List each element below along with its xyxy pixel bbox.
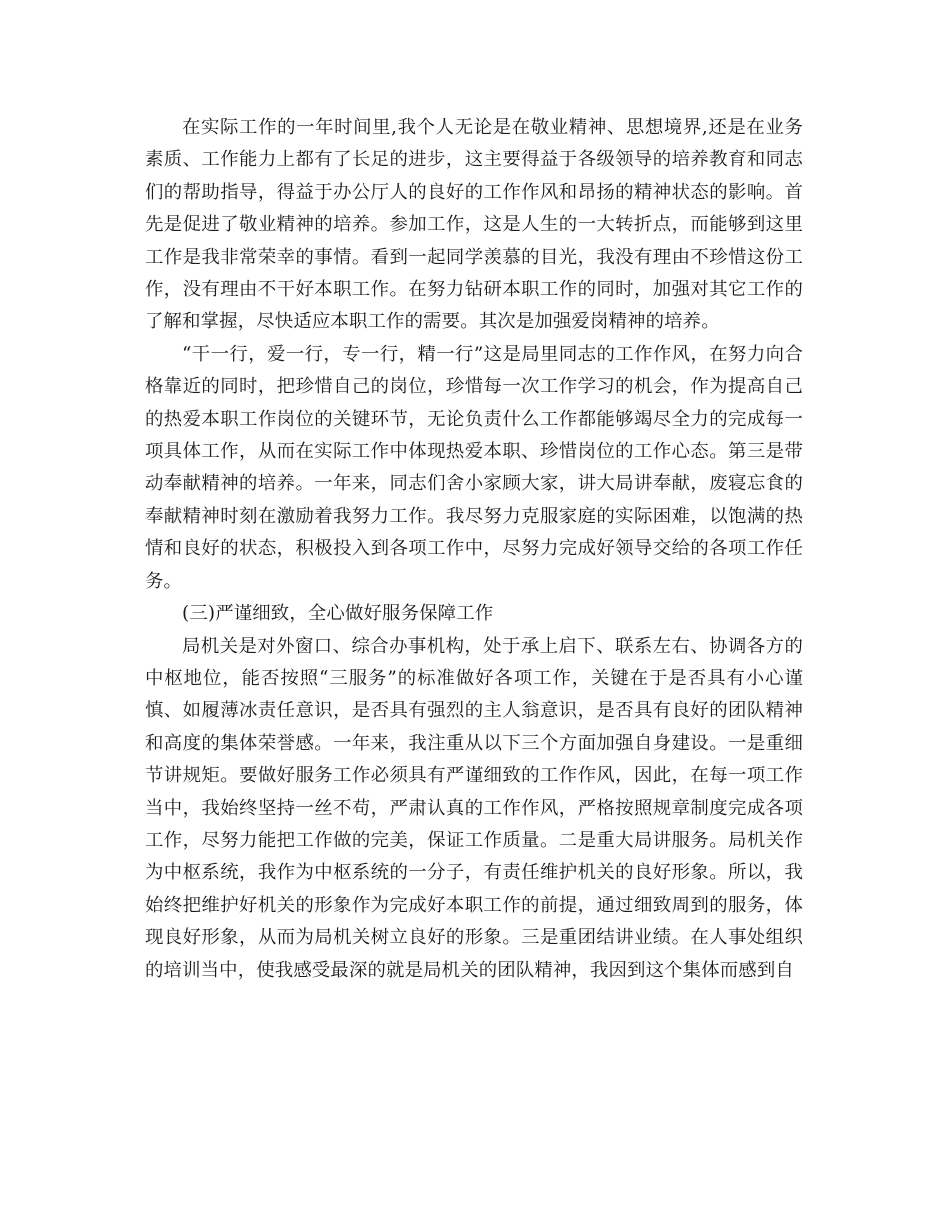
- paragraph-service-work: 局机关是对外窗口、综合办事机构，处于承上启下、联系左右、协调各方的中枢地位，能否按照“三服务”的标准做好各项工作，关键在于是否具有小心谨慎、如履薄冰责任意识，是否具有强烈的主人翁意识，是否具有良好的团队精神和高度的集体荣誉感。一年来，我注重从以下三个方面加强自身建设。一是重细节讲规矩。要做好服务工作必须具有严谨细致的工作作风，因此，在每一项工作当中，我始终坚持一丝不苟，严肃认真的工作作风，严格按照规章制度完成各项工作，尽努力能把工作做的完美，保证工作质量。二是重大局讲服务。局机关作为中枢系统，我作为中枢系统的一分子，有责任维护机关的良好形象。所以，我始终把维护好机关的形象作为完成好本职工作的前提，通过细致周到的服务，体现良好形象，从而为局机关树立良好的形象。三是重团结讲业绩。在人事处组织的培训当中，使我感受最深的就是局机关的团队精神，我因到这个集体而感到自: [145, 635, 803, 981]
- paragraph-work-year: 在实际工作的一年时间里,我个人无论是在敬业精神、思想境界,还是在业务素质、工作能力上都有了长足的进步，这主要得益于各级领导的培养教育和同志们的帮助指导，得益于办公厅人的良好的工作作风和昂扬的精神状态的影响。首先是促进了敬业精神的培养。参加工作，这是人生的一大转折点，而能够到这里工作是我非常荣幸的事情。看到一起同学羡慕的目光，我没有理由不珍惜这份工作，没有理由不干好本职工作。在努力钻研本职工作的同时，加强对其它工作的了解和掌握，尽快适应本职工作的需要。其次是加强爱岗精神的培养。: [145, 117, 803, 333]
- section-heading-service: (三)严谨细致，全心做好服务保障工作: [182, 603, 494, 625]
- document-page: [145, 112, 803, 987]
- paragraph-dedication: “干一行，爱一行，专一行，精一行”这是局里同志的工作作风，在努力向合格靠近的同时，把珍惜自己的岗位，珍惜每一次工作学习的机会，作为提高自己的热爱本职工作岗位的关键环节，无论负责什么工作都能够竭尽全力的完成每一项具体工作，从而在实际工作中体现热爱本职、珍惜岗位的工作心态。第三是带动奉献精神的培养。一年来，同志们舍小家顾大家，讲大局讲奉献，废寝忘食的奉献精神时刻在激励着我努力工作。我尽努力克服家庭的实际困难，以饱满的热情和良好的状态，积极投入到各项工作中，尽努力完成好领导交给的各项工作任务。: [145, 343, 803, 592]
